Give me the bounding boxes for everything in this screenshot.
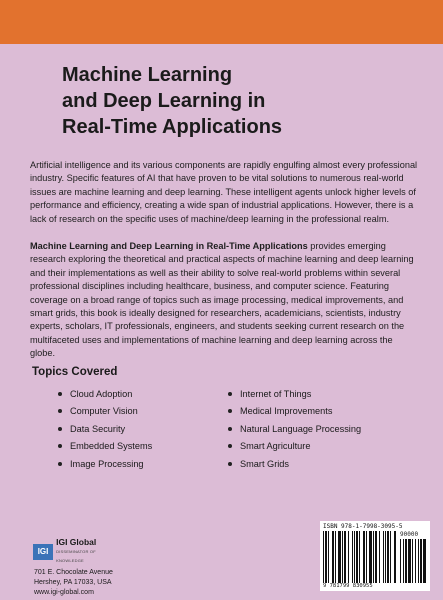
barcode-bar — [405, 539, 407, 583]
bullet-icon — [228, 444, 232, 448]
igi-logo-icon: IGI — [33, 544, 53, 560]
bullet-icon — [58, 444, 62, 448]
barcode-bar — [338, 531, 341, 583]
barcode-bar — [412, 539, 413, 583]
publisher-address — [34, 568, 113, 598]
isbn-barcode — [320, 521, 430, 591]
barcode-bar — [375, 531, 377, 583]
topic-label: Natural Language Processing — [240, 423, 362, 434]
price-barcode-icon — [400, 531, 426, 583]
paragraph-2-body: provides emerging research exploring the theoretical and practical aspects of machine learning and deep learning and their implementations as well as their ability to solve real-world problems within several professional disciplines including healthcare, business, and computer science. Featuring coverage on a broad range of topics such as image processing, medical improvements, and smart grids, this book is ideally designed for researchers, academicians, scientists, industry experts, scholars, IT professionals, engineers, and students seeking current research on the multifaceted uses and implementations of machine learning and deep learning across the globe. — [30, 241, 414, 359]
barcode-bars-icon — [323, 531, 397, 583]
bullet-icon — [228, 409, 232, 413]
barcode-bar — [356, 531, 358, 583]
barcode-bar — [383, 531, 384, 583]
barcode-bar — [323, 531, 324, 583]
barcode-bar — [400, 539, 401, 583]
barcode-bar — [390, 531, 391, 583]
book-title — [62, 62, 392, 140]
barcode-bar — [420, 539, 422, 583]
topic-item — [228, 420, 361, 438]
topics-heading: Topics Covered — [32, 366, 118, 378]
barcode-bar — [332, 531, 334, 583]
description-paragraph-1: Artificial intelligence and its various components are rapidly engulfing almost every professional industry. Specific features of AI that have proven to be vital solutions to numerous real-world issues are machine learning and deep learning. These intelligent agents unlock higher levels of performance and efficiency, creating a wide span of industrial applications. However, there is a lack of research on the specific uses of machine/deep learning in the professional realm. — [30, 160, 418, 224]
barcode-digits: 9 781799 830955 — [323, 583, 373, 589]
title-line-2: and Deep Learning in — [62, 90, 266, 112]
bullet-icon — [58, 462, 62, 466]
barcode-bar — [373, 531, 374, 583]
barcode-bar — [415, 539, 416, 583]
barcode-bar — [385, 531, 386, 583]
barcode-bar — [379, 531, 380, 583]
barcode-bar — [344, 531, 346, 583]
topic-label: Data Security — [70, 423, 126, 434]
bullet-icon — [58, 427, 62, 431]
barcode-bar — [342, 531, 343, 583]
topic-item — [58, 420, 152, 438]
topics-list-left — [58, 385, 152, 473]
isbn-text: ISBN 978-1-7998-3095-5 — [323, 523, 403, 530]
barcode-bar — [408, 539, 411, 583]
barcode-bar — [394, 531, 396, 583]
topic-label: Medical Improvements — [240, 406, 333, 417]
title-line-3: Real-Time Applications — [62, 116, 283, 138]
barcode-bar — [328, 531, 329, 583]
barcode-bar — [359, 531, 360, 583]
barcode-bar — [418, 539, 419, 583]
barcode-bar — [423, 539, 426, 583]
barcode-bar — [335, 531, 336, 583]
barcode-bar — [348, 531, 349, 583]
publisher-logo — [33, 537, 119, 563]
bullet-icon — [228, 392, 232, 396]
description-paragraph-2 — [30, 240, 420, 361]
topic-label: Internet of Things — [240, 388, 312, 399]
bullet-icon — [58, 409, 62, 413]
address-line: Hershey, PA 17033, USA — [34, 579, 112, 586]
bullet-icon — [228, 462, 232, 466]
bullet-icon — [228, 427, 232, 431]
topic-label: Smart Grids — [240, 458, 290, 469]
barcode-bar — [369, 531, 372, 583]
barcode-bar — [387, 531, 389, 583]
barcode-bar — [363, 531, 365, 583]
topic-label: Embedded Systems — [70, 441, 153, 452]
topic-item — [58, 385, 152, 403]
website-link[interactable]: www.igi-global.com — [34, 589, 94, 596]
address-line: 701 E. Chocolate Avenue — [34, 569, 113, 576]
topic-item — [58, 403, 152, 421]
bullet-icon — [58, 392, 62, 396]
topic-item — [228, 403, 361, 421]
barcode-bar — [403, 539, 404, 583]
topics-list-right — [228, 385, 361, 473]
top-color-band — [0, 0, 443, 44]
barcode-bar — [325, 531, 327, 583]
title-line-1: Machine Learning — [62, 64, 233, 86]
price-code: 90000 — [400, 531, 419, 538]
barcode-bar — [354, 531, 355, 583]
barcode-bar — [366, 531, 367, 583]
topic-item — [228, 455, 361, 473]
topic-item — [58, 438, 152, 456]
topic-item — [228, 385, 361, 403]
topic-item — [58, 455, 152, 473]
topic-label: Computer Vision — [70, 406, 138, 417]
topic-item — [228, 438, 361, 456]
publisher-tagline: DISSEMINATOR OF KNOWLEDGE — [56, 549, 96, 563]
barcode-bar — [352, 531, 353, 583]
topic-label: Image Processing — [70, 458, 144, 469]
book-title-inline: Machine Learning and Deep Learning in Real-Time Applications — [30, 241, 308, 251]
publisher-name: IGI Global — [56, 537, 97, 547]
topic-label: Cloud Adoption — [70, 388, 133, 399]
topic-label: Smart Agriculture — [240, 441, 311, 452]
